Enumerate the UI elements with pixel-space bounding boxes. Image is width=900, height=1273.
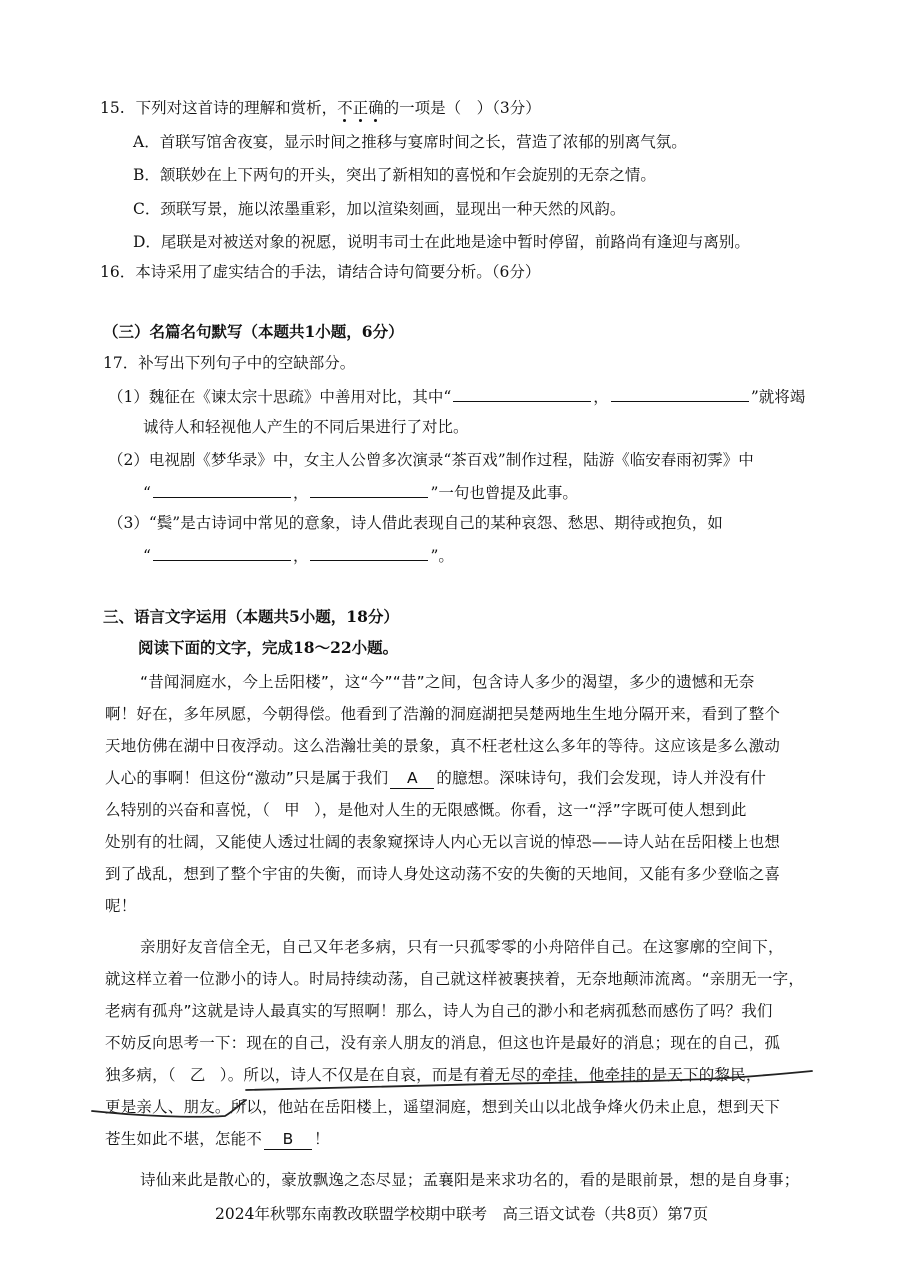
passage-p3-line1: 诗仙来此是散心的，豪放飘逸之态尽显；孟襄阳是来求功名的，看的是眼前景，想的是自身事；: [140, 1171, 800, 1189]
passage-p1-line4: [105, 768, 766, 789]
q17-title: 17．补写出下列句子中的空缺部分。: [103, 354, 356, 372]
passage-p2-line7: [105, 1129, 330, 1150]
passage-p2-line5: [105, 1065, 762, 1085]
passage-p2-line5-a: 独多病，（: [105, 1066, 176, 1084]
q15-emphasis-zheng: 正: [352, 99, 369, 117]
passage-p1-line4-a: 人心的事啊！但这份“激动”只是属于我们: [105, 769, 389, 787]
passage-p1-line5: [105, 800, 747, 820]
q17-item2-text-c: ”一句也曾提及此事。: [430, 484, 578, 502]
q17-item1-text-a: （1）魏征在《谏太宗十思疏》中善用对比，其中“: [108, 388, 452, 406]
q15-number: 15.: [100, 99, 125, 117]
passage-p2-line2: 就这样立着一位渺小的诗人。时局持续动荡，自己就这样被裹挟着，无奈地颠沛流离。“亲朋无一字，: [105, 970, 805, 988]
blank-jia[interactable]: 甲: [284, 801, 300, 819]
page-footer: 2024年秋鄂东南教改联盟学校期中联考 高三语文试卷（共8页）第7页: [215, 1205, 709, 1223]
q17-item1-text-c: ”就将竭: [750, 388, 806, 406]
passage-p2-line7-b: ！: [314, 1130, 330, 1148]
q17-item2-blank2[interactable]: [310, 482, 428, 498]
passage-p1-line2: 啊！好在，多年夙愿，今朝得偿。他看到了浩瀚的洞庭湖把吴楚两地生生地分隔开来，看到了整个: [105, 705, 781, 723]
q17-item1-line1: [108, 386, 805, 407]
part3-instruction: 阅读下面的文字，完成18～22小题。: [138, 638, 399, 657]
passage-p1-line6: 处别有的壮阔，又能使人透过壮阔的表象窥探诗人内心无以言说的悼恐——诗人站在岳阳楼上也想: [105, 833, 781, 851]
passage-p2-line7-a: 苍生如此不堪，怎能不: [105, 1130, 263, 1148]
q17-item3-blank2[interactable]: [310, 545, 428, 561]
passage-p2-line1: 亲朋好友音信全无，自己又年老多病，只有一只孤零零的小舟陪伴自己。在这寥廓的空间下，: [140, 938, 784, 956]
q17-item1-blank1[interactable]: [453, 386, 591, 402]
q17-item3-text-b: ，: [292, 547, 309, 565]
q15-stem-pre: 下列对这首诗的理解和赏析，: [135, 99, 338, 117]
passage-p2-line4: 不妨反向思考一下：现在的自己，没有亲人朋友的消息，但这也许是最好的消息；现在的自己，孤: [105, 1034, 781, 1052]
passage-p2-line6: 更是亲人、朋友。所以，他站在岳阳楼上，遥望洞庭，想到关山以北战争烽火仍未止息，想到天下: [105, 1098, 781, 1116]
q15-option-b: B．颔联妙在上下两句的开头，突出了新相知的喜悦和乍会旋别的无奈之情。: [133, 166, 656, 184]
q15-stem-post: 的一项是（ ）（3分）: [383, 99, 541, 117]
q17-item3-line2: [143, 545, 454, 566]
q17-item1-text-b: ，: [593, 388, 609, 406]
blank-yi[interactable]: 乙: [189, 1066, 206, 1084]
q15-option-d: D．尾联是对被送对象的祝愿，说明韦司士在此地是途中暂时停留，前路尚有逢迎与离别。: [133, 233, 750, 251]
q17-item2-line2: [143, 482, 578, 503]
blank-b[interactable]: B: [264, 1129, 312, 1150]
passage-p2-line5-b: ）。所以，诗人不仅是在自哀，而是有着无尽的牵挂，他牵挂的是天下的黎民，: [219, 1066, 762, 1084]
passage-p1-line3: 天地仿佛在湖中日夜浮动。这么浩瀚壮美的景象，真不枉老杜这么多年的等待。这应该是多么激动: [105, 737, 781, 755]
q17-item3-line1: （3）“鬓”是古诗词中常见的意象，诗人借此表现自己的某种哀怨、愁思、期待或抱负，如: [108, 514, 723, 532]
passage-p1-line4-b: 的臆想。深味诗句，我们会发现，诗人并没有什: [436, 769, 767, 787]
passage-p1-line7: 到了战乱，想到了整个宇宙的失衡，而诗人身处这动荡不安的失衡的天地间，又能有多少登临之喜: [105, 865, 781, 883]
blank-a[interactable]: A: [390, 768, 434, 789]
q17-item2-text-a: “: [143, 484, 151, 502]
q15-emphasis-bu: 不: [337, 99, 353, 117]
q17-item3-text-c: ”。: [430, 547, 454, 565]
q17-item2-blank1[interactable]: [153, 482, 291, 498]
q15-option-c: C．颈联写景，施以浓墨重彩，加以渲染刻画，显现出一种天然的风韵。: [133, 200, 626, 218]
q16-stem: 16．本诗采用了虚实结合的手法，请结合诗句简要分析。（6分）: [100, 263, 541, 281]
section3-title: （三）名篇名句默写（本题共1小题，6分）: [103, 322, 404, 341]
passage-p1-line1: “昔闻洞庭水，今上岳阳楼”，这“今”“昔”之间，包含诗人多少的渴望，多少的遗憾和无奈: [140, 673, 755, 691]
passage-p1-line5-b: ），是他对人生的无限感慨。你看，这一“浮”字既可使人想到此: [313, 801, 747, 819]
q15-stem: [100, 98, 541, 118]
q17-item2-text-b: ，: [292, 484, 309, 502]
passage-p2-line3: 老病有孤舟”这就是诗人最真实的写照啊！那么，诗人为自己的渺小和老病孤愁而感伤了吗？我们: [105, 1002, 773, 1020]
passage-p1-line5-a: 么特别的兴奋和喜悦，（: [105, 801, 270, 819]
q17-item2-line1: （2）电视剧《梦华录》中，女主人公曾多次演录“茶百戏”制作过程，陆游《临安春雨初霁》中: [108, 451, 754, 469]
part3-title: 三、语言文字运用（本题共5小题，18分）: [103, 607, 399, 626]
q17-item3-blank1[interactable]: [153, 545, 291, 561]
q15-emphasis-que: 确: [368, 99, 384, 117]
q17-item3-text-a: “: [143, 547, 151, 565]
passage-p1-line8: 呢！: [105, 897, 137, 915]
q15-option-a: A．首联写馆舍夜宴，显示时间之推移与宴席时间之长，营造了浓郁的别离气氛。: [133, 133, 687, 151]
q17-item1-line2: 诚待人和轻视他人产生的不同后果进行了对比。: [143, 418, 469, 436]
q17-item1-blank2[interactable]: [611, 386, 749, 402]
